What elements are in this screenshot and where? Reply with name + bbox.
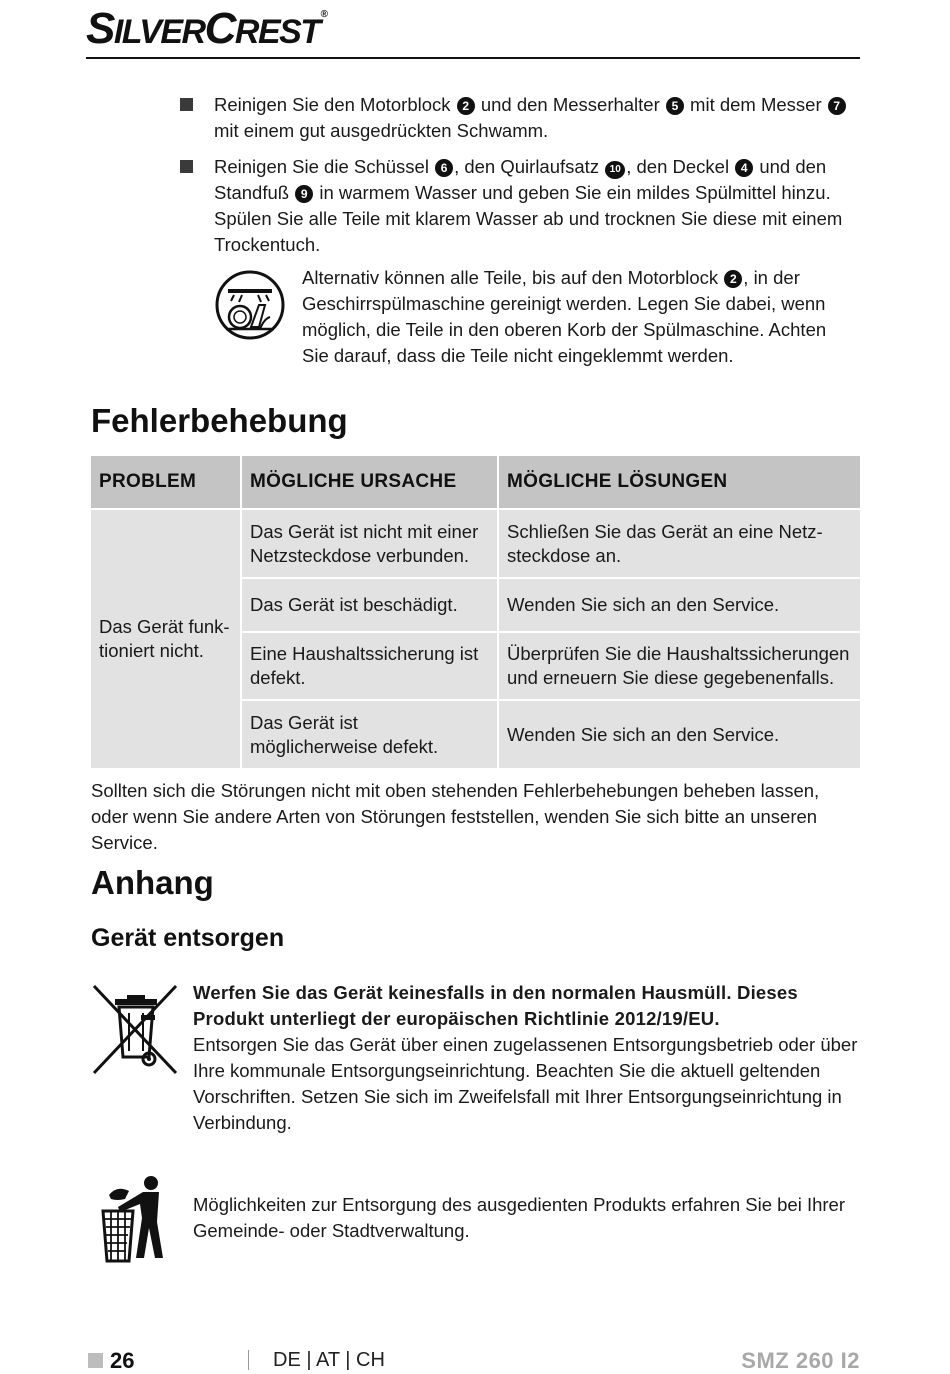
- disposal-warning: Werfen Sie das Gerät keinesfalls in den normalen Hausmüll. Dieses Produkt unterliegt der europäischen Richtlinie 2012/19/EU.: [193, 982, 798, 1029]
- part-number-badge: 10: [605, 161, 625, 179]
- part-number-badge: 4: [735, 159, 753, 177]
- footer-divider: [248, 1350, 249, 1370]
- part-number-badge: 2: [724, 270, 742, 288]
- section-title-appendix: Anhang: [91, 864, 214, 901]
- table-cell-cause: Das Gerät ist beschädigt.: [242, 579, 497, 631]
- bullet-square-icon: [180, 98, 193, 111]
- table-cell-solution: Wenden Sie sich an den Service.: [499, 579, 860, 631]
- table-cell-solution: Schließen Sie das Gerät an eine Netz-steckdose an.: [499, 510, 860, 577]
- dishwasher-icon: [214, 269, 286, 341]
- bullet-item: Reinigen Sie die Schüssel 6 , den Quirlaufsatz 10 , den Deckel 4 und den Standfuß 9 in warmem Wasser und geben Sie ein mildes Spülmittel hinzu. Spülen Sie alle Teile mit klarem Wasser ab und trocknen Sie diese mit einem Trockentuch.: [180, 154, 860, 258]
- crossed-out-bin-icon: [91, 983, 181, 1078]
- bullet-square-icon: [180, 160, 193, 173]
- model-number: SMZ 260 I2: [741, 1348, 860, 1373]
- page-number: 26: [110, 1348, 135, 1373]
- part-number-badge: 5: [666, 97, 684, 115]
- table-header-problem: PROBLEM: [91, 456, 240, 508]
- brand-logo: SILVERCREST®: [86, 4, 327, 53]
- cleaning-instructions: [180, 92, 860, 268]
- municipal-disposal-text: Möglichkeiten zur Entsorgung des ausgedienten Produkts erfahren Sie bei Ihrer Gemeinde- oder Stadtverwaltung.: [193, 1194, 845, 1241]
- table-cell-solution: Wenden Sie sich an den Service.: [499, 701, 860, 768]
- page-footer: [88, 1348, 860, 1374]
- table-cell-problem: Das Gerät funk-tioniert nicht.: [91, 510, 240, 768]
- section-title-troubleshooting: Fehlerbehebung: [91, 402, 348, 439]
- part-number-badge: 7: [828, 97, 846, 115]
- table-cell-cause: Das Gerät ist nicht mit einer Netzsteckdose verbunden.: [242, 510, 497, 577]
- part-number-badge: 6: [435, 159, 453, 177]
- subsection-title-disposal: Gerät entsorgen: [91, 924, 285, 952]
- disposal-instructions: Entsorgen Sie das Gerät über einen zugelassenen Entsorgungsbetrieb oder über Ihre kommunale Entsorgungseinrichtung. Beachten Sie die aktuell geltenden Vorschriften. Setzen Sie sich im Zweifelsfall mit Ihrer Entsorgungseinrichtung in Verbindung.: [193, 1034, 858, 1133]
- footer-square-icon: [88, 1353, 103, 1368]
- bullet-item: Reinigen Sie den Motorblock 2 und den Messerhalter 5 mit dem Messer 7 mit einem gut ausgedrückten Schwamm.: [180, 92, 860, 144]
- table-header-solution: MÖGLICHE LÖSUNGEN: [499, 456, 860, 508]
- part-number-badge: 2: [457, 97, 475, 115]
- part-number-badge: 9: [295, 185, 313, 203]
- table-cell-cause: Das Gerät ist möglicherweise defekt.: [242, 701, 497, 768]
- table-cell-cause: Eine Haushaltssicherung ist defekt.: [242, 633, 497, 699]
- troubleshooting-footnote: Sollten sich die Störungen nicht mit oben stehenden Fehlerbehebungen beheben lassen, oder wenn Sie andere Arten von Störungen feststellen, wenden Sie sich bitte an unseren Service.: [91, 780, 820, 853]
- disposal-text: [193, 980, 863, 1136]
- table-cell-solution: Überprüfen Sie die Haushaltssicherungen und erneuern Sie diese gegebenenfalls.: [499, 633, 860, 699]
- header-rule: [86, 57, 860, 59]
- footer-languages: DE | AT | CH: [273, 1349, 385, 1371]
- tidyman-icon: [99, 1175, 171, 1265]
- table-header-cause: MÖGLICHE URSACHE: [242, 456, 497, 508]
